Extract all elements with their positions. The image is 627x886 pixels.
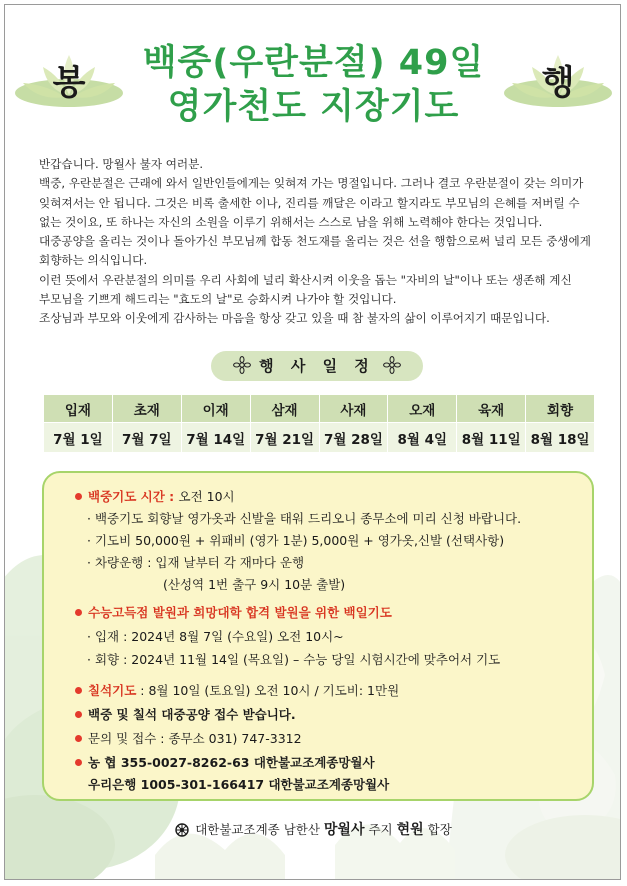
chilseok-text: : 8월 10일 (토요일) 오전 10시 / 기도비: 1만원 <box>136 683 400 698</box>
schedule-heading <box>211 351 423 381</box>
bank-account-1: 농 협 355-0027-8262-63 대한불교조계종망월사 <box>88 755 375 770</box>
schedule-header-cell: 이재 <box>181 395 250 423</box>
dharma-wheel-icon <box>175 823 189 837</box>
schedule-date-row <box>44 423 595 453</box>
flower-icon <box>383 356 401 374</box>
notice-bullet: · 입재 : 2024년 8월 7일 (수요일) 오전 10시~ <box>87 629 344 644</box>
schedule-table <box>43 394 595 453</box>
intro-line: 대중공양을 올리는 것이나 돌아가신 부모님께 합동 천도재를 올리는 것은 선을 행함으로써 널리 모든 중생에게 <box>39 234 591 249</box>
schedule-header-cell: 입재 <box>44 395 113 423</box>
footer-org: 대한불교조계종 남한산 <box>195 822 324 837</box>
offering-line <box>75 705 296 723</box>
right-char: 행 <box>541 63 575 103</box>
offering-text: 백중 및 칠석 대중공양 접수 받습니다. <box>88 707 296 722</box>
footer-signature <box>5 819 621 839</box>
contact-line <box>75 729 302 747</box>
intro-line: 조상님과 부모와 이웃에게 감사하는 마음을 항상 갖고 있을 때 참 불자의 삶이 이루어지기 때문입니다. <box>39 311 550 326</box>
bank-line-1 <box>75 753 375 771</box>
schedule-header-cell: 초재 <box>112 395 181 423</box>
notice-subline: (산성역 1번 출구 9시 10분 출발) <box>163 577 346 592</box>
flower-icon <box>233 356 251 374</box>
bullet-dot-icon <box>75 493 82 500</box>
prayer-time-value: 오전 10시 <box>178 489 235 504</box>
page-title <box>5 41 621 129</box>
footer-end: 합장 <box>423 822 452 837</box>
footer-mid: 주지 <box>364 822 397 837</box>
schedule-date-cell: 7월 1일 <box>44 423 113 453</box>
intro-line: 이런 뜻에서 우란분절의 의미를 우리 사회에 널리 확산시켜 이웃을 돕는 "자비의 날"이나 또는 생존해 계신 <box>39 272 572 287</box>
schedule-header-row <box>44 395 595 423</box>
intro-line: 반갑습니다. 망월사 불자 여러분. <box>39 157 204 171</box>
notice-bullet: · 회향 : 2024년 11월 14일 (목요일) – 수능 당일 시험시간에 맞추어서 기도 <box>87 652 501 667</box>
schedule-title: 행 사 일 정 <box>259 357 375 375</box>
intro-line: 잊혀져서는 안 됩니다. 그것은 비록 출세한 이나, 진리를 깨달은 이라고 할지라도 부모님의 은혜를 저버릴 수 <box>39 195 580 210</box>
schedule-date-cell: 7월 21일 <box>250 423 319 453</box>
schedule-header-cell: 육재 <box>457 395 526 423</box>
intro-line: 없는 것이요, 또 하나는 자신의 소원을 이루기 위해서는 스스로 남을 위해 노력해야 한다는 것입니다. <box>39 214 543 229</box>
schedule-header-cell: 삼재 <box>250 395 319 423</box>
notice-bullet: · 백중기도 회향날 영가옷과 신발을 태워 드리오니 종무소에 미리 신청 바랍니다. <box>87 511 522 526</box>
intro-line: 부모님을 기쁘게 해드리는 "효도의 날"로 승화시켜 나가야 할 것입니다. <box>39 292 397 307</box>
bank-account-2: 우리은행 1005-301-166417 대한불교조계종망월사 <box>88 777 390 792</box>
intro-line: 백중, 우란분절은 근래에 와서 일반인들에게는 잊혀져 가는 명절입니다. 그러나 결코 우란분절이 갖는 의미가 <box>39 176 584 191</box>
bullet-dot-icon <box>75 687 82 694</box>
notice-bullet: · 기도비 50,000원 + 위패비 (영가 1분) 5,000원 + 영가옷,신발 (선택사항) <box>87 533 505 548</box>
schedule-date-cell: 7월 7일 <box>112 423 181 453</box>
schedule-date-cell: 8월 11일 <box>457 423 526 453</box>
title-line-1: 백중(우란분절) 49일 <box>142 43 485 83</box>
footer-abbot: 현원 <box>396 822 424 838</box>
schedule-date-cell: 8월 4일 <box>388 423 457 453</box>
title-line-2: 영가천도 지장기도 <box>167 87 460 127</box>
contact-text: 문의 및 접수 : 종무소 031) 747-3312 <box>88 731 302 746</box>
notice-bullet: · 차량운행 : 입재 날부터 각 재마다 운행 <box>87 555 305 570</box>
prayer-time-label: 백중기도 시간 : <box>88 489 179 504</box>
chilseok-line <box>75 681 399 699</box>
exam-prayer-title-line <box>75 603 392 621</box>
intro-line: 회향하는 의식입니다. <box>39 253 148 268</box>
intro-text <box>39 155 599 329</box>
schedule-date-cell: 7월 28일 <box>319 423 388 453</box>
left-char: 봉 <box>52 63 86 103</box>
bullet-dot-icon <box>75 759 82 766</box>
schedule-header-cell: 회향 <box>526 395 595 423</box>
schedule-header-cell: 오재 <box>388 395 457 423</box>
bullet-dot-icon <box>75 735 82 742</box>
bullet-dot-icon <box>75 711 82 718</box>
prayer-time-line <box>75 487 235 505</box>
schedule-date-cell: 7월 14일 <box>181 423 250 453</box>
bullet-dot-icon <box>75 609 82 616</box>
poster <box>4 4 621 880</box>
chilseok-label: 칠석기도 <box>88 683 137 698</box>
footer-temple: 망월사 <box>323 822 365 838</box>
exam-prayer-title: 수능고득점 발원과 희망대학 합격 발원을 위한 백일기도 <box>88 605 392 620</box>
schedule-header-cell: 사재 <box>319 395 388 423</box>
schedule-date-cell: 8월 18일 <box>526 423 595 453</box>
